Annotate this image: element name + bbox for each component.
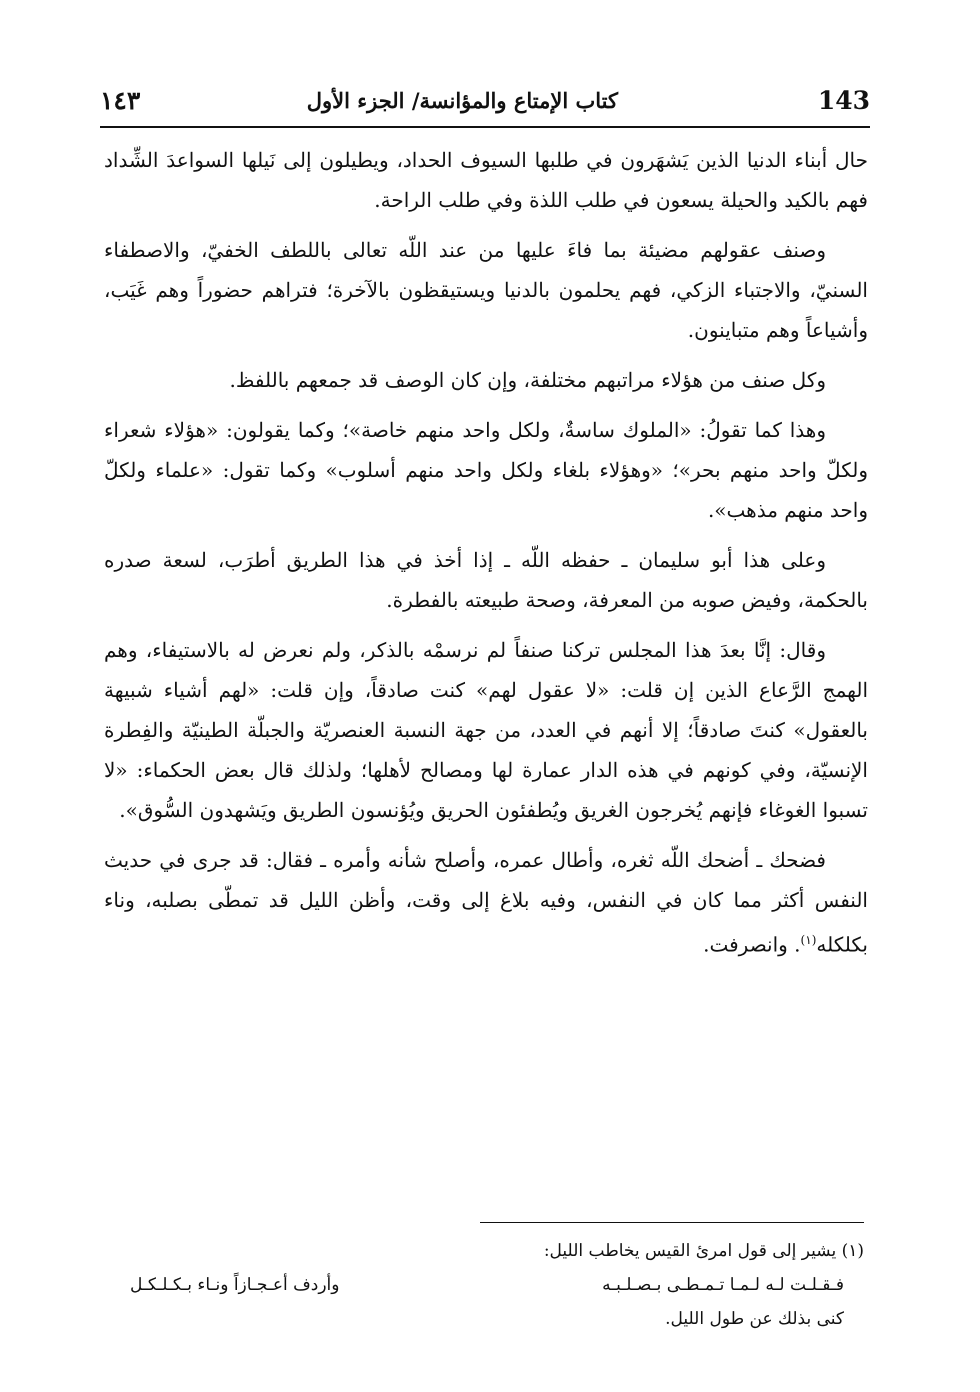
paragraph: وقال: إنَّا بعدَ هذا المجلس تركنا صنفاً لم نرسمْه بالذكر، ولم نعرض له بالاستيفاء، وهم الهمج الرَّعاع الذين إن قلت: «لا عقول لهم» كنت صادقاً، وإن قلت: «لهم أشياء شبيهة بالعقول» كنتَ صادقاً؛ إلا أنهم في العدد، من جهة النسبة العنصريّة والجبلّة الطينيّة والفِطرة الإنسيّة، وفي كونهم في هذه الدار عمارة لها ومصالح لأهلها؛ ولذلك قال بعض الحكماء: «لا تسبوا الغوغاء فإنهم يُخرجون الغريق ويُطفئون الحريق ويُؤنسون الطريق ويَشهدون السُّوق». [104, 638, 868, 822]
verse-hemistich-2: وأردف أعـجـازاً ونـاء بـكـلـكـل [130, 1275, 340, 1295]
page-header [100, 82, 870, 126]
footnote-intro: (١) يشير إلى قول امرئ القيس يخاطب الليل: [543, 1241, 864, 1261]
paragraph-last-text: فضحك ـ أضحك اللّه ثغره، وأطال عمره، وأصلح شأنه وأمره ـ فقال: قد جرى في حديث النفس أكثر مما كان في النفس، وفيه بلاغ إلى وقت، وأظن الليل قد تمطّى بصلبه، وناء بكلكله [104, 848, 868, 957]
footnote-marker: (١) [800, 933, 817, 947]
footnote-rule [480, 1222, 864, 1223]
page-number-latin: 143 [817, 86, 870, 115]
header-rule [100, 126, 870, 128]
main-text [104, 140, 868, 975]
paragraph-last [104, 840, 868, 965]
paragraph: وعلى هذا أبو سليمان ـ حفظه اللّه ـ إذا أخذ في هذا الطريق أطرَب، لسعة صدره بالحكمة، وفيض صوبه من المعرفة، وصحة طبيعته بالفطرة. [104, 548, 868, 612]
paragraph-last-tail: . وانصرفت. [703, 932, 801, 957]
verse-hemistich-1: فـقـلـت لـه لـمـا تـمـطـى بـصـلـبـه [602, 1275, 844, 1295]
paragraph: وصنف عقولهم مضيئة بما فاءَ عليها من عند اللّه تعالى باللطف الخفيّ، والاصطفاء السنيّ، والاجتباء الزكي، فهم يحلمون بالدنيا ويستيقظون بالآخرة؛ فتراهم حضوراً وهم غَيَب، وأشياعاً وهم متباينون. [104, 238, 868, 342]
poem-verse [110, 1268, 864, 1302]
page-number-arabic: ١٤٣ [100, 86, 141, 115]
paragraph: وهذا كما تقولُ: «الملوك ساسةٌ، ولكل واحد منهم خاصة»؛ وكما يقولون: «هؤلاء شعراء ولكلّ واحد منهم بحر»؛ «وهؤلاء بلغاء ولكل واحد منهم أسلوب» وكما تقول: «علماء ولكلّ واحد منهم مذهب». [104, 418, 868, 522]
running-title: كتاب الإمتاع والمؤانسة/ الجزء الأول [306, 88, 618, 113]
footnote [110, 1234, 864, 1336]
footnote-note: كنى بذلك عن طول الليل. [665, 1309, 844, 1329]
paragraph: وكل صنف من هؤلاء مراتبهم مختلفة، وإن كان الوصف قد جمعهم باللفظ. [229, 368, 826, 392]
paragraph: حال أبناء الدنيا الذين يَشهَرون في طلبها السيوف الحداد، ويطيلون إلى نَيلها السواعدَ الشِّداد فهم بالكيد والحيلة يسعون في طلب اللذة وفي طلب الراحة. [104, 148, 868, 212]
